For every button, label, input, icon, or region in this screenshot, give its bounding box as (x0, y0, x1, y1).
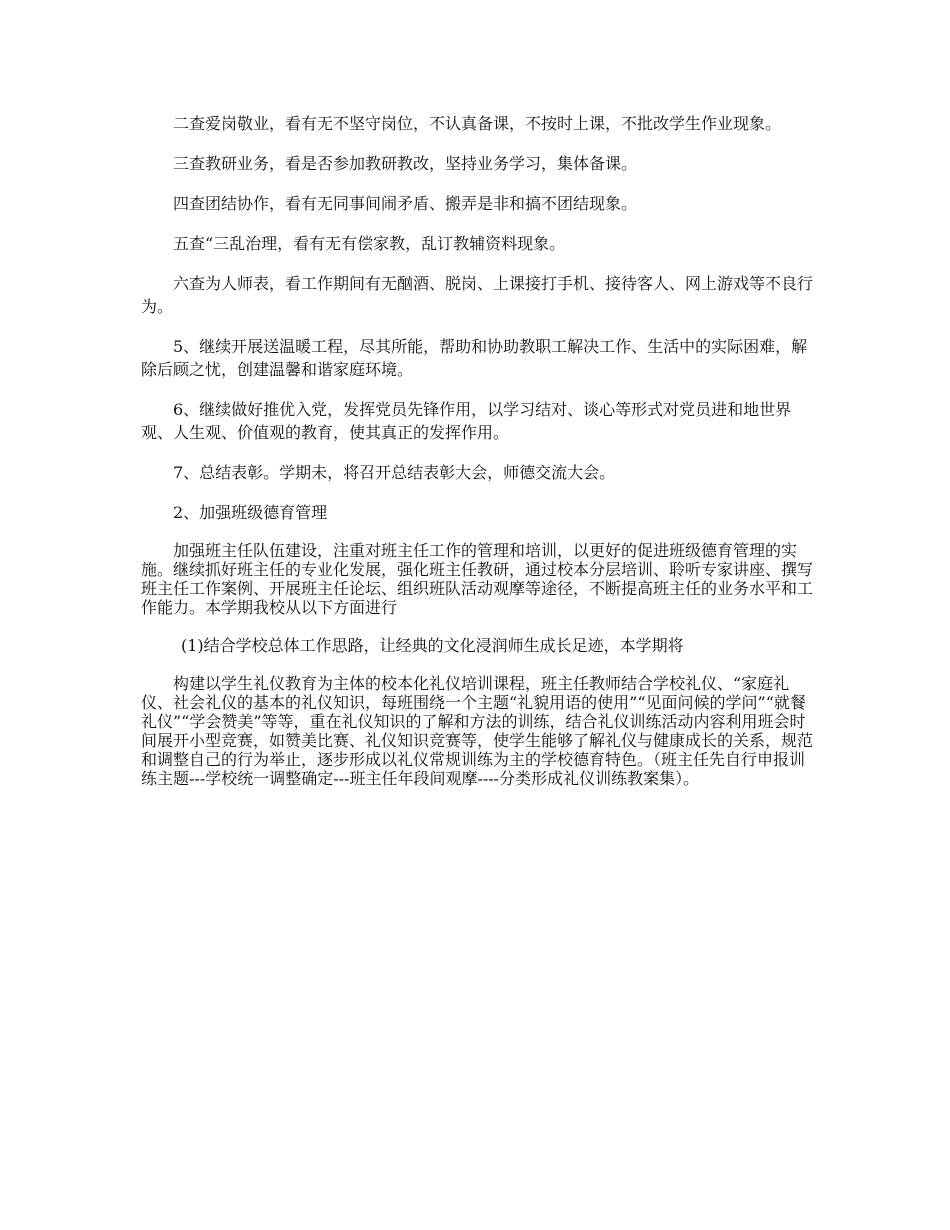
document-body (141, 112, 813, 805)
paragraph-check-teaching-research: 三查教研业务，看是否参加教研教改，坚持业务学习，集体备课。 (173, 154, 638, 173)
paragraph-etiquette-curriculum: 构建以学生礼仪教育为主体的校本化礼仪培训课程，班主任教师结合学校礼仪、“家庭礼仪、社会礼仪的基本的礼仪知识，每班围绕一个主题“礼貌用语的使用”“见面问候的学问”“就餐礼仪”“学会赞美”等等，重在礼仪知识的了解和方法的训练，结合礼仪训练活动内容利用班会时间展开小型竞赛，如赞美比赛、礼仪知识竞赛等，使学生能够了解礼仪与健康成长的关系，规范和调整自己的行为举止，逐步形成以礼仪常规训练为主的学校德育特色。（班主任先自行申报训练主题---学校统一调整确定---班主任年段间观摩----分类形成礼仪训练教案集）。 (141, 674, 814, 788)
paragraph-item-6-party: 6、继续做好推优入党，发挥党员先锋作用，以学习结对、谈心等形式对党员进和地世界观、人生观、价值观的教育，使其真正的发挥作用。 (141, 400, 792, 442)
paragraph-check-role-model: 六查为人师表，看工作期间有无酗酒、脱岗、上课接打手机、接待客人、网上游戏等不良行为。 (141, 274, 814, 316)
section-heading-class-moral-management: 2、加强班级德育管理 (173, 503, 328, 522)
paragraph-item-1-school-approach: (1)结合学校总体工作思路，让经典的文化浸润师生成长足迹，本学期将 (181, 636, 684, 655)
paragraph-item-5-warmth: 5、继续开展送温暖工程，尽其所能，帮助和协助教职工解决工作、生活中的实际困难，解除后顾之忧，创建温馨和谐家庭环境。 (141, 337, 808, 379)
paragraph-check-three-chaos: 五查“三乱治理，看有无有偿家教，乱订教辅资料现象。 (173, 234, 566, 253)
paragraph-item-7-commendation: 7、总结表彰。学期未，将召开总结表彰大会，师德交流大会。 (173, 463, 616, 482)
paragraph-check-unity: 四查团结协作，看有无同事间闹矛盾、搬弄是非和搞不团结现象。 (173, 194, 638, 213)
paragraph-head-teacher-team: 加强班主任队伍建设，注重对班主任工作的管理和培训，以更好的促进班级德育管理的实施。继续抓好班主任的专业化发展，强化班主任教研，通过校本分层培训、聆听专家讲座、撰写班主任工作案例、开展班主任论坛、组织班队活动观摩等途径，不断提高班主任的业务水平和工作能力。本学期我校从以下方面进行 (141, 541, 814, 617)
paragraph-check-dedication: 二查爱岗敬业，看有无不坚守岗位，不认真备课，不按时上课，不批改学生作业现象。 (173, 114, 782, 133)
